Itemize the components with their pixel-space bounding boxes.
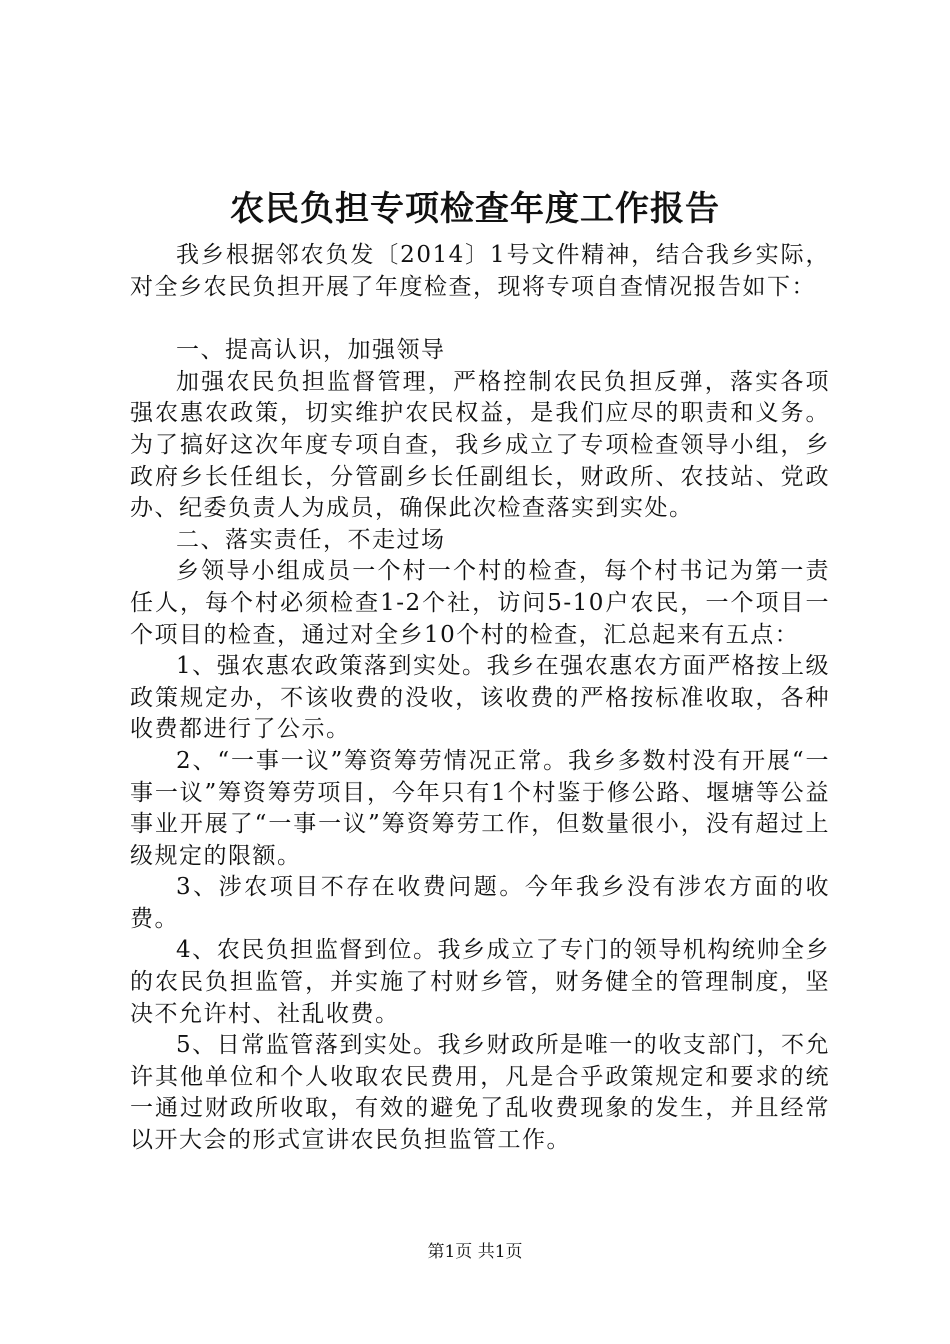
intro-paragraph: 我乡根据邻农负发〔2014〕1号文件精神，结合我乡实际，对全乡农民负担开展了年度检查，现将专项自查情况报告如下： bbox=[130, 242, 830, 300]
document-title: 农民负担专项检查年度工作报告 bbox=[230, 189, 720, 229]
point-1-paragraph: 1、强农惠农政策落到实处。我乡在强农惠农方面严格按上级政策规定办，不该收费的没收，该收费的严格按标准收取，各种收费都进行了公示。 bbox=[130, 653, 830, 743]
page-number-footer: 第1页 共1页 bbox=[427, 1242, 523, 1262]
point-3-paragraph: 3、涉农项目不存在收费问题。今年我乡没有涉农方面的收费。 bbox=[130, 874, 830, 932]
section-heading-2: 二、落实责任，不走过场 bbox=[176, 526, 446, 553]
section-1-paragraph: 加强农民负担监督管理，严格控制农民负担反弹，落实各项强农惠农政策，切实维护农民权益，是我们应尽的职责和义务。为了搞好这次年度专项自查，我乡成立了专项检查领导小组，乡政府乡长任组长，分管副乡长任副组长，财政所、农技站、党政办、纪委负责人为成员，确保此次检查落实到实处。 bbox=[130, 368, 830, 522]
point-5-paragraph: 5、日常监管落到实处。我乡财政所是唯一的收支部门，不允许其他单位和个人收取农民费用，凡是合乎政策规定和要求的统一通过财政所收取，有效的避免了乱收费现象的发生，并且经常以开大会的形式宣讲农民负担监管工作。 bbox=[130, 1032, 830, 1154]
point-4-paragraph: 4、农民负担监督到位。我乡成立了专门的领导机构统帅全乡的农民负担监管，并实施了村财乡管，财务健全的管理制度，坚决不允许村、社乱收费。 bbox=[130, 937, 830, 1027]
point-2-paragraph: 2、“一事一议”筹资筹劳情况正常。我乡多数村没有开展“一事一议”筹资筹劳项目，今年只有1个村鉴于修公路、堰塘等公益事业开展了“一事一议”筹资筹劳工作，但数量很小，没有超过上级规定的限额。 bbox=[130, 747, 830, 869]
section-heading-1: 一、提高认识，加强领导 bbox=[176, 337, 446, 364]
paragraph-spacer bbox=[130, 303, 830, 335]
section-2-paragraph: 乡领导小组成员一个村一个村的检查，每个村书记为第一责任人，每个村必须检查1-2个社，访问5-10户农民，一个项目一个项目的检查，通过对全乡10个村的检查，汇总起来有五点： bbox=[130, 558, 830, 648]
document-body bbox=[130, 240, 830, 1157]
